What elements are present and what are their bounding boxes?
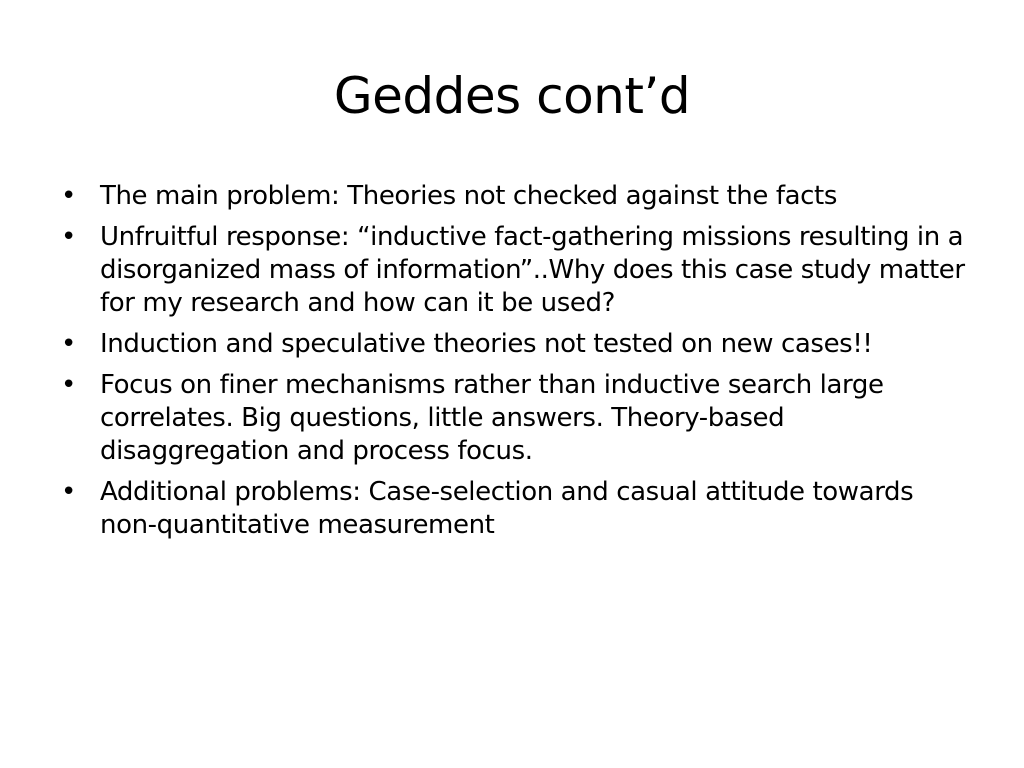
bullet-text: Additional problems: Case-selection and casual attitude towards non-quantitative measurement <box>100 477 914 540</box>
bullet-icon: • <box>61 181 76 211</box>
bullet-icon: • <box>61 477 76 507</box>
bullet-text: Induction and speculative theories not tested on new cases!! <box>100 329 873 359</box>
bullet-item <box>61 180 971 213</box>
bullet-item <box>61 221 971 320</box>
bullet-text: The main problem: Theories not checked against the facts <box>100 181 837 211</box>
bullet-icon: • <box>61 370 76 400</box>
bullet-icon: • <box>61 329 76 359</box>
slide-title: Geddes cont’d <box>333 67 691 125</box>
bullet-item <box>61 328 971 361</box>
bullet-icon: • <box>61 222 76 252</box>
bullet-item <box>61 369 971 468</box>
bullet-item <box>61 476 971 542</box>
bullet-text: Unfruitful response: “inductive fact-gathering missions resulting in a disorganized mass of information”..Why does this case study matter for my research and how can it be used? <box>100 222 965 318</box>
bullet-text: Focus on finer mechanisms rather than inductive search large correlates. Big questions, little answers. Theory-based disaggregation and process focus. <box>100 370 884 466</box>
bullet-list <box>61 180 971 550</box>
